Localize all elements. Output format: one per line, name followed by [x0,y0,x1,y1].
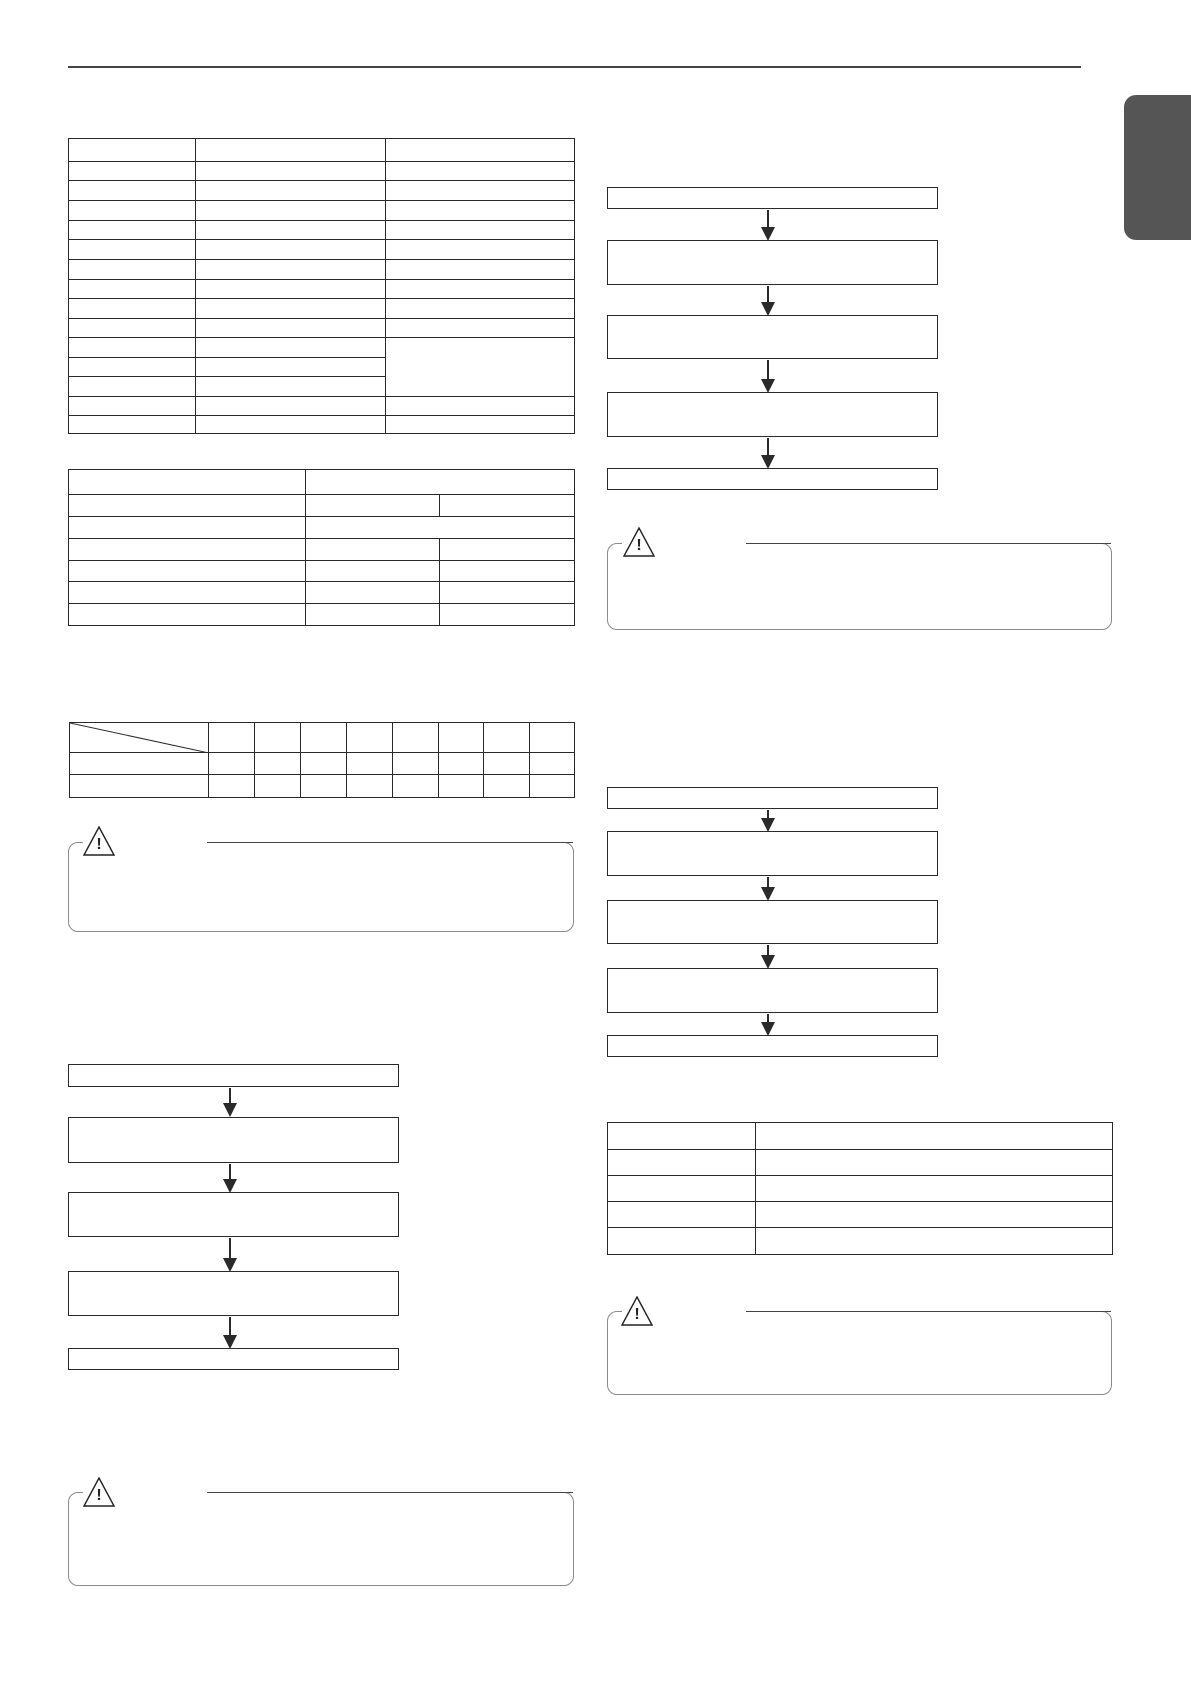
caution-box-4 [607,1311,1112,1395]
option-table [607,1122,1113,1255]
diagonal-header-cell [70,723,209,753]
caution-box-1 [68,842,574,932]
warning-triangle-icon: ! [623,527,655,557]
flow-left-arrow-1 [229,1088,231,1115]
flow-right-a-arrow-3 [767,360,769,391]
flow-right-b-arrow-1 [767,810,769,830]
warning-triangle-icon: ! [83,1477,115,1507]
flow-left-arrow-3 [229,1238,231,1270]
flow-right-a-step-3 [607,315,938,359]
flow-left-step-5 [68,1348,399,1370]
flow-right-b-arrow-2 [767,877,769,899]
flow-left-step-4 [68,1271,399,1316]
flow-right-a-arrow-2 [767,286,769,314]
spec-table [68,138,575,434]
value-matrix-table [69,722,575,798]
flow-right-b-arrow-3 [767,945,769,967]
flow-right-b-step-4 [607,968,938,1013]
flow-left-step-1 [68,1064,399,1087]
warning-triangle-icon: ! [621,1296,653,1326]
flow-left-arrow-4 [229,1317,231,1347]
header-rule [68,66,1081,68]
flow-left-arrow-2 [229,1164,231,1191]
setting-table [68,469,575,626]
flow-right-a-step-1 [607,187,938,209]
flow-right-a-arrow-1 [767,210,769,239]
flow-right-a-step-5 [607,468,938,490]
flow-left-step-3 [68,1192,399,1237]
flow-right-b-arrow-4 [767,1014,769,1034]
flow-right-b-step-2 [607,831,938,876]
flow-right-b-step-1 [607,787,938,809]
chapter-side-tab [1124,95,1191,240]
flow-right-b-step-5 [607,1035,938,1057]
caution-box-2 [68,1492,574,1586]
diagonal-line [70,723,209,753]
flow-right-a-step-4 [607,392,938,437]
flow-right-a-arrow-4 [767,438,769,467]
flow-right-a-step-2 [607,240,938,285]
flow-left-step-2 [68,1117,399,1163]
caution-box-3 [607,543,1112,630]
flow-right-b-step-3 [607,900,938,944]
warning-triangle-icon: ! [83,826,115,856]
